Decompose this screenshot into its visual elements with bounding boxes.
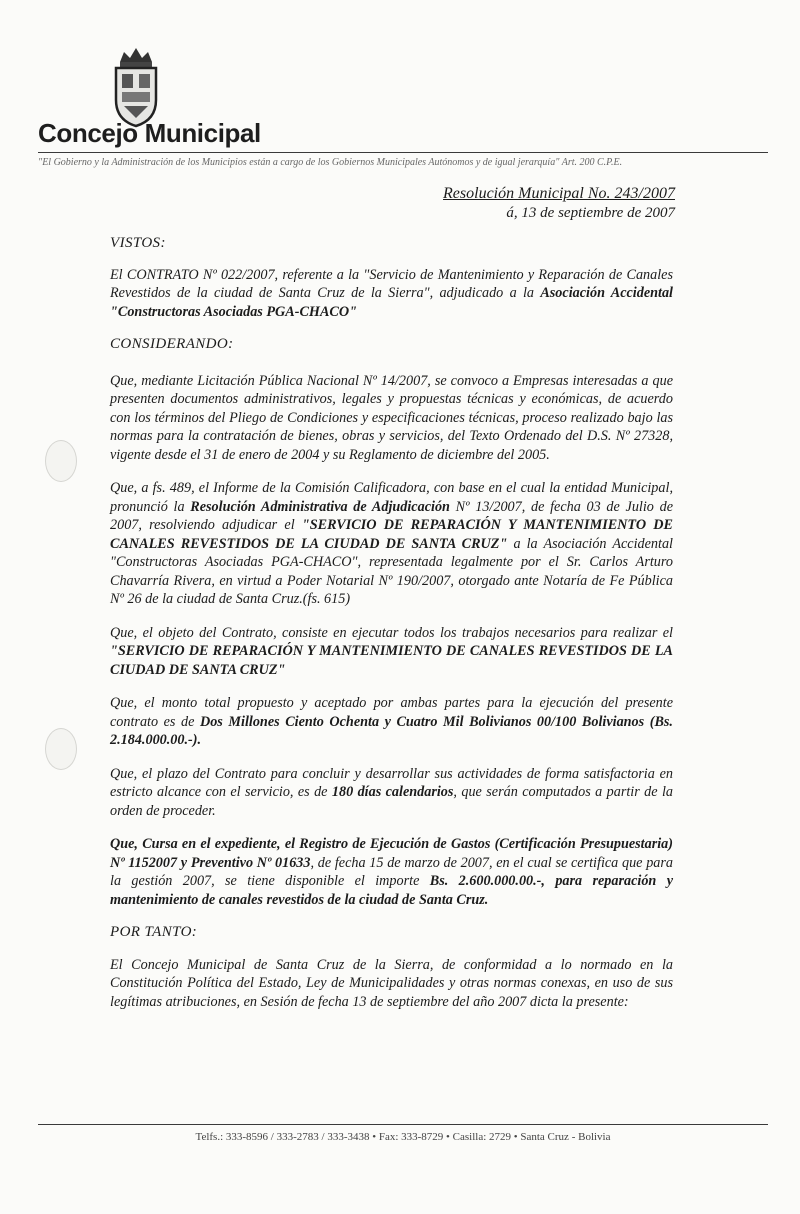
motto: "El Gobierno y la Administración de los Municipios están a cargo de los Gobiernos Municipales Autónomos y de igual jerarquía" Art. 200 C.P.E.: [38, 157, 623, 168]
punch-hole: [45, 728, 77, 770]
considerando-paragraph-5: Que, el plazo del Contrato para concluir y desarrollar sus actividades de forma satisfactoria en estricto alcance con el servicio, es de 180 días calendarios, que serán computados a partir de la orden de proceder.: [110, 765, 674, 819]
resolution-title: Resolución Municipal No. 243/2007: [443, 185, 675, 202]
vistos-paragraph: El CONTRATO Nº 022/2007, referente a la "Servicio de Mantenimiento y Reparación de Canales Revestidos de la ciudad de Santa Cruz de la Sierra", adjudicado a la Asociación Accidental "Constructoras Asociadas PGA-CHACO": [110, 266, 673, 320]
document-body: [110, 234, 673, 1011]
header-divider: [38, 152, 768, 153]
section-heading-considerando: CONSIDERANDO:: [110, 336, 234, 352]
section-heading-por-tanto: POR TANTO:: [110, 924, 198, 940]
organization-name: Concejo Municipal: [38, 118, 261, 148]
section-heading-vistos: VISTOS:: [110, 235, 166, 251]
considerando-paragraph-2: Que, a fs. 489, el Informe de la Comisión Calificadora, con base en el cual la entidad Municipal, pronunció la Resolución Administrativa de Adjudicación Nº 13/2007, de fecha 03 de Julio de 2007, resolviendo adjudicar el "SERVICIO DE REPARACIÓN Y MANTENIMIENTO DE CANALES REVESTIDOS DE LA CIUDAD DE SANTA CRUZ" a la Asociación Accidental "Constructoras Asociadas PGA-CHACO", representada legalmente por el Sr. Carlos Arturo Chavarría Rivera, en virtud a Poder Notarial Nº 190/2007, otorgado ante Notaría de Fe Pública Nº 26 de la ciudad de Santa Cruz.(fs. 615): [110, 480, 674, 607]
punch-hole: [45, 440, 77, 482]
considerando-paragraph-4: Que, el monto total propuesto y aceptado por ambas partes para la ejecución del presente contrato es de Dos Millones Ciento Ochenta y Cuatro Mil Bolivianos 00/100 Bolivianos (Bs. 2.184.000.00.-).: [110, 695, 673, 748]
coat-of-arms-icon: [108, 44, 164, 128]
considerando-paragraph-6: Que, Cursa en el expediente, el Registro de Ejecución de Gastos (Certificación Presupuestaria) Nº 1152007 y Preventivo Nº 01633, de fecha 15 de marzo de 2007, en el cual se certifica que para la gestión 2007, se tiene disponible el importe Bs. 2.600.000.00.-, para reparación y mantenimiento de canales revestidos de la ciudad de Santa Cruz.: [110, 836, 673, 908]
considerando-paragraph-1: Que, mediante Licitación Pública Nacional Nº 14/2007, se convoco a Empresas interesadas a que presenten documentos administrativos, legales y propuestas técnicas y económicas, de acuerdo con los términos del Pliego de Condiciones y especificaciones técnicas, proceso realizado bajo las normas para la contratación de bienes, obras y servicios, del Texto Ordenado del D.S. Nº 27328, vigente desde el 31 de enero de 2004 y su Reglamento de diciembre del 2005.: [110, 372, 673, 463]
por-tanto-paragraph: El Concejo Municipal de Santa Cruz de la Sierra, de conformidad a lo normado en la Constitución Política del Estado, Ley de Municipalidades y otras normas conexas, en uso de sus legítimas atribuciones, en Sesión de fecha 13 de septiembre del año 2007 dicta la presente:: [110, 956, 673, 1010]
considerando-paragraph-3: Que, el objeto del Contrato, consiste en ejecutar todos los trabajos necesarios para realizar el "SERVICIO DE REPARACIÓN Y MANTENIMIENTO DE CANALES REVESTIDOS DE LA CIUDAD DE SANTA CRUZ": [110, 624, 673, 678]
footer-contact: Telfs.: 333-8596 / 333-2783 / 333-3438 • Fax: 333-8729 • Casilla: 2729 • Santa Cruz - Bolivia: [195, 1131, 611, 1143]
resolution-date: á, 13 de septiembre de 2007: [506, 205, 675, 221]
footer-divider: [38, 1124, 768, 1125]
